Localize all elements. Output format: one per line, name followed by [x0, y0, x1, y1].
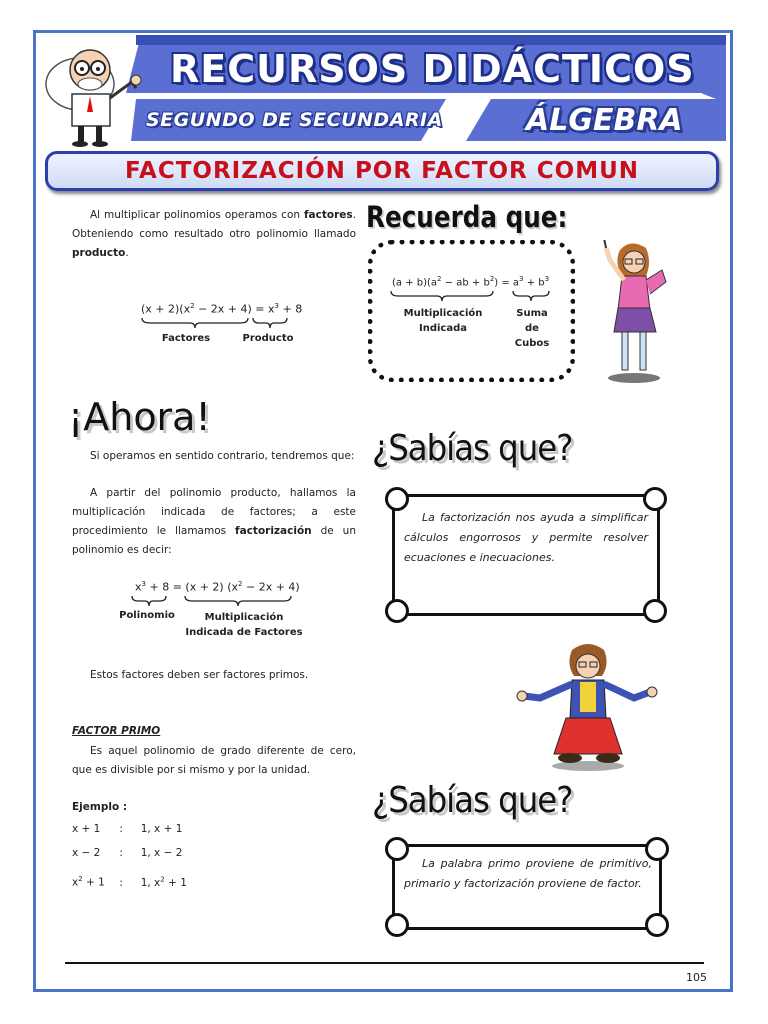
eq-exponent: 2 [238, 580, 243, 588]
eq-text: + 8 [279, 302, 303, 316]
brace-polinomio [130, 594, 170, 608]
eq-text: − ab + b [441, 277, 490, 289]
intro-bold-factores: factores [303, 209, 353, 221]
example-row [72, 820, 232, 839]
example-sep: : [119, 847, 123, 859]
sabias-que-text-1: La factorización nos ayuda a simplificar cálculos engorrosos y permite resolver ecuaciones e inecuaciones. [404, 511, 648, 564]
scroll-corner [385, 599, 409, 623]
page-number: 105 [686, 971, 707, 984]
eq-exponent: 2 [489, 275, 495, 283]
poly-part: + 1 [82, 876, 105, 889]
example-divisors: 1, x − 2 [140, 847, 183, 859]
intro-paragraph [72, 206, 356, 263]
topic-title-bar [45, 151, 719, 191]
woman-sitting-illustration [510, 642, 660, 772]
label-producto: Producto [242, 333, 294, 344]
scroll-corner [643, 599, 667, 623]
eq-exponent: 3 [519, 275, 524, 283]
factor-primo-title: FACTOR PRIMO [72, 725, 161, 737]
eq-exponent: 2 [190, 302, 195, 310]
sabias-que-title-1: ¿Sabías que? [372, 428, 573, 469]
intro-text: . [125, 247, 129, 259]
eq-exponent: 3 [141, 580, 146, 588]
topic-title: FACTORIZACIÓN POR FACTOR COMUN [124, 158, 640, 184]
eq-exponent: 3 [274, 302, 279, 310]
eq-text: + 8 = (x + 2) (x [145, 580, 239, 594]
brace-sum-of-cubes [511, 289, 553, 303]
example-row [72, 870, 232, 893]
example-sep: : [119, 823, 123, 835]
example-divisors [141, 877, 187, 889]
example-title: Ejemplo : [72, 801, 128, 813]
example-poly: x + 1 [72, 823, 101, 835]
intro-text: . Obteniendo como resultado otro polinomio llamado [72, 209, 356, 240]
ahora-paragraph-1 [72, 447, 356, 466]
professor-mascot-illustration [40, 32, 150, 148]
brace-indicated-multiplication [389, 289, 495, 303]
example-sep: : [119, 876, 123, 889]
footer-rule [65, 962, 704, 964]
brace-product [251, 316, 291, 330]
label-line: de [525, 323, 539, 334]
recuerda-title: Recuerda que: [366, 200, 568, 234]
eq-text: (a + b)(a [392, 277, 438, 289]
header-subtitle: SEGUNDO DE SECUNDARIA [146, 109, 443, 131]
equation-sum-of-cubes [392, 275, 549, 288]
ahora-text: Si operamos en sentido contrario, tendremos que: [90, 450, 355, 462]
equation-factorization [135, 580, 300, 594]
label-line: Cubos [514, 338, 550, 349]
eq-exponent: 3 [544, 275, 550, 283]
ahora-paragraph-2 [72, 484, 356, 560]
label-multiplicacion-indicada-factores [174, 610, 314, 640]
label-line: Indicada de Factores [185, 627, 303, 638]
equation-product [141, 302, 302, 316]
ahora-title: ¡Ahora! [68, 395, 211, 439]
factor-primo-text: Es aquel polinomio de grado diferente de cero, que es divisible por si mismo y por la unidad. [72, 745, 356, 776]
brace-multiplicacion-indicada [183, 594, 295, 608]
example-divisors: 1, x + 1 [140, 823, 183, 835]
divs-part: 1, x [140, 876, 161, 889]
example-poly: x − 2 [72, 847, 101, 859]
eq-text: + b [523, 277, 545, 289]
ahora-text: A partir del polinomio producto, hallamos la multiplicación indicada de factores; a este procedimiento le llamamos [72, 487, 356, 537]
intro-text: Al multiplicar polinomios operamos con [90, 209, 304, 221]
label-suma-de-cubos [508, 306, 556, 351]
eq-text: (x + 2)(x [141, 302, 191, 316]
brace-factors [140, 316, 250, 330]
girl-with-pencil-illustration [600, 240, 680, 385]
divs-part: + 1 [164, 876, 187, 889]
intro-bold-producto: producto [72, 247, 126, 259]
header-title: RECURSOS DIDÁCTICOS [170, 47, 695, 91]
label-polinomio: Polinomio [119, 610, 175, 621]
example-row [72, 844, 232, 863]
label-line: Indicada [418, 323, 467, 334]
divs-exponent: 2 [160, 875, 165, 883]
label-line: Suma [516, 308, 548, 319]
scroll-corner [645, 913, 669, 937]
sabias-que-text-2: La palabra primo proviene de primitivo, primario y factorización proviene de factor. [404, 857, 652, 890]
label-line: Multiplicación [204, 612, 284, 623]
eq-text: − 2x + 4) = x [194, 302, 275, 316]
eq-exponent: 2 [437, 275, 442, 283]
label-multiplicacion [390, 306, 496, 336]
scroll-corner [385, 913, 409, 937]
header-subject: ÁLGEBRA [526, 103, 683, 138]
ahora-bold-factorizacion: factorización [235, 525, 312, 537]
poly-part: x [72, 876, 79, 889]
sabias-que-title-2: ¿Sabías que? [372, 780, 573, 821]
eq-text: x [135, 580, 142, 594]
note-prime-factors: Estos factores deben ser factores primos. [90, 669, 309, 681]
poly-exponent: 2 [78, 875, 83, 883]
label-factores: Factores [161, 333, 211, 344]
eq-text: ) = a [494, 277, 520, 289]
label-line: Multiplicación [403, 308, 483, 319]
eq-text: − 2x + 4) [242, 580, 300, 594]
ahora-text: de un polinomio es decir: [72, 525, 356, 556]
example-poly [72, 870, 116, 893]
